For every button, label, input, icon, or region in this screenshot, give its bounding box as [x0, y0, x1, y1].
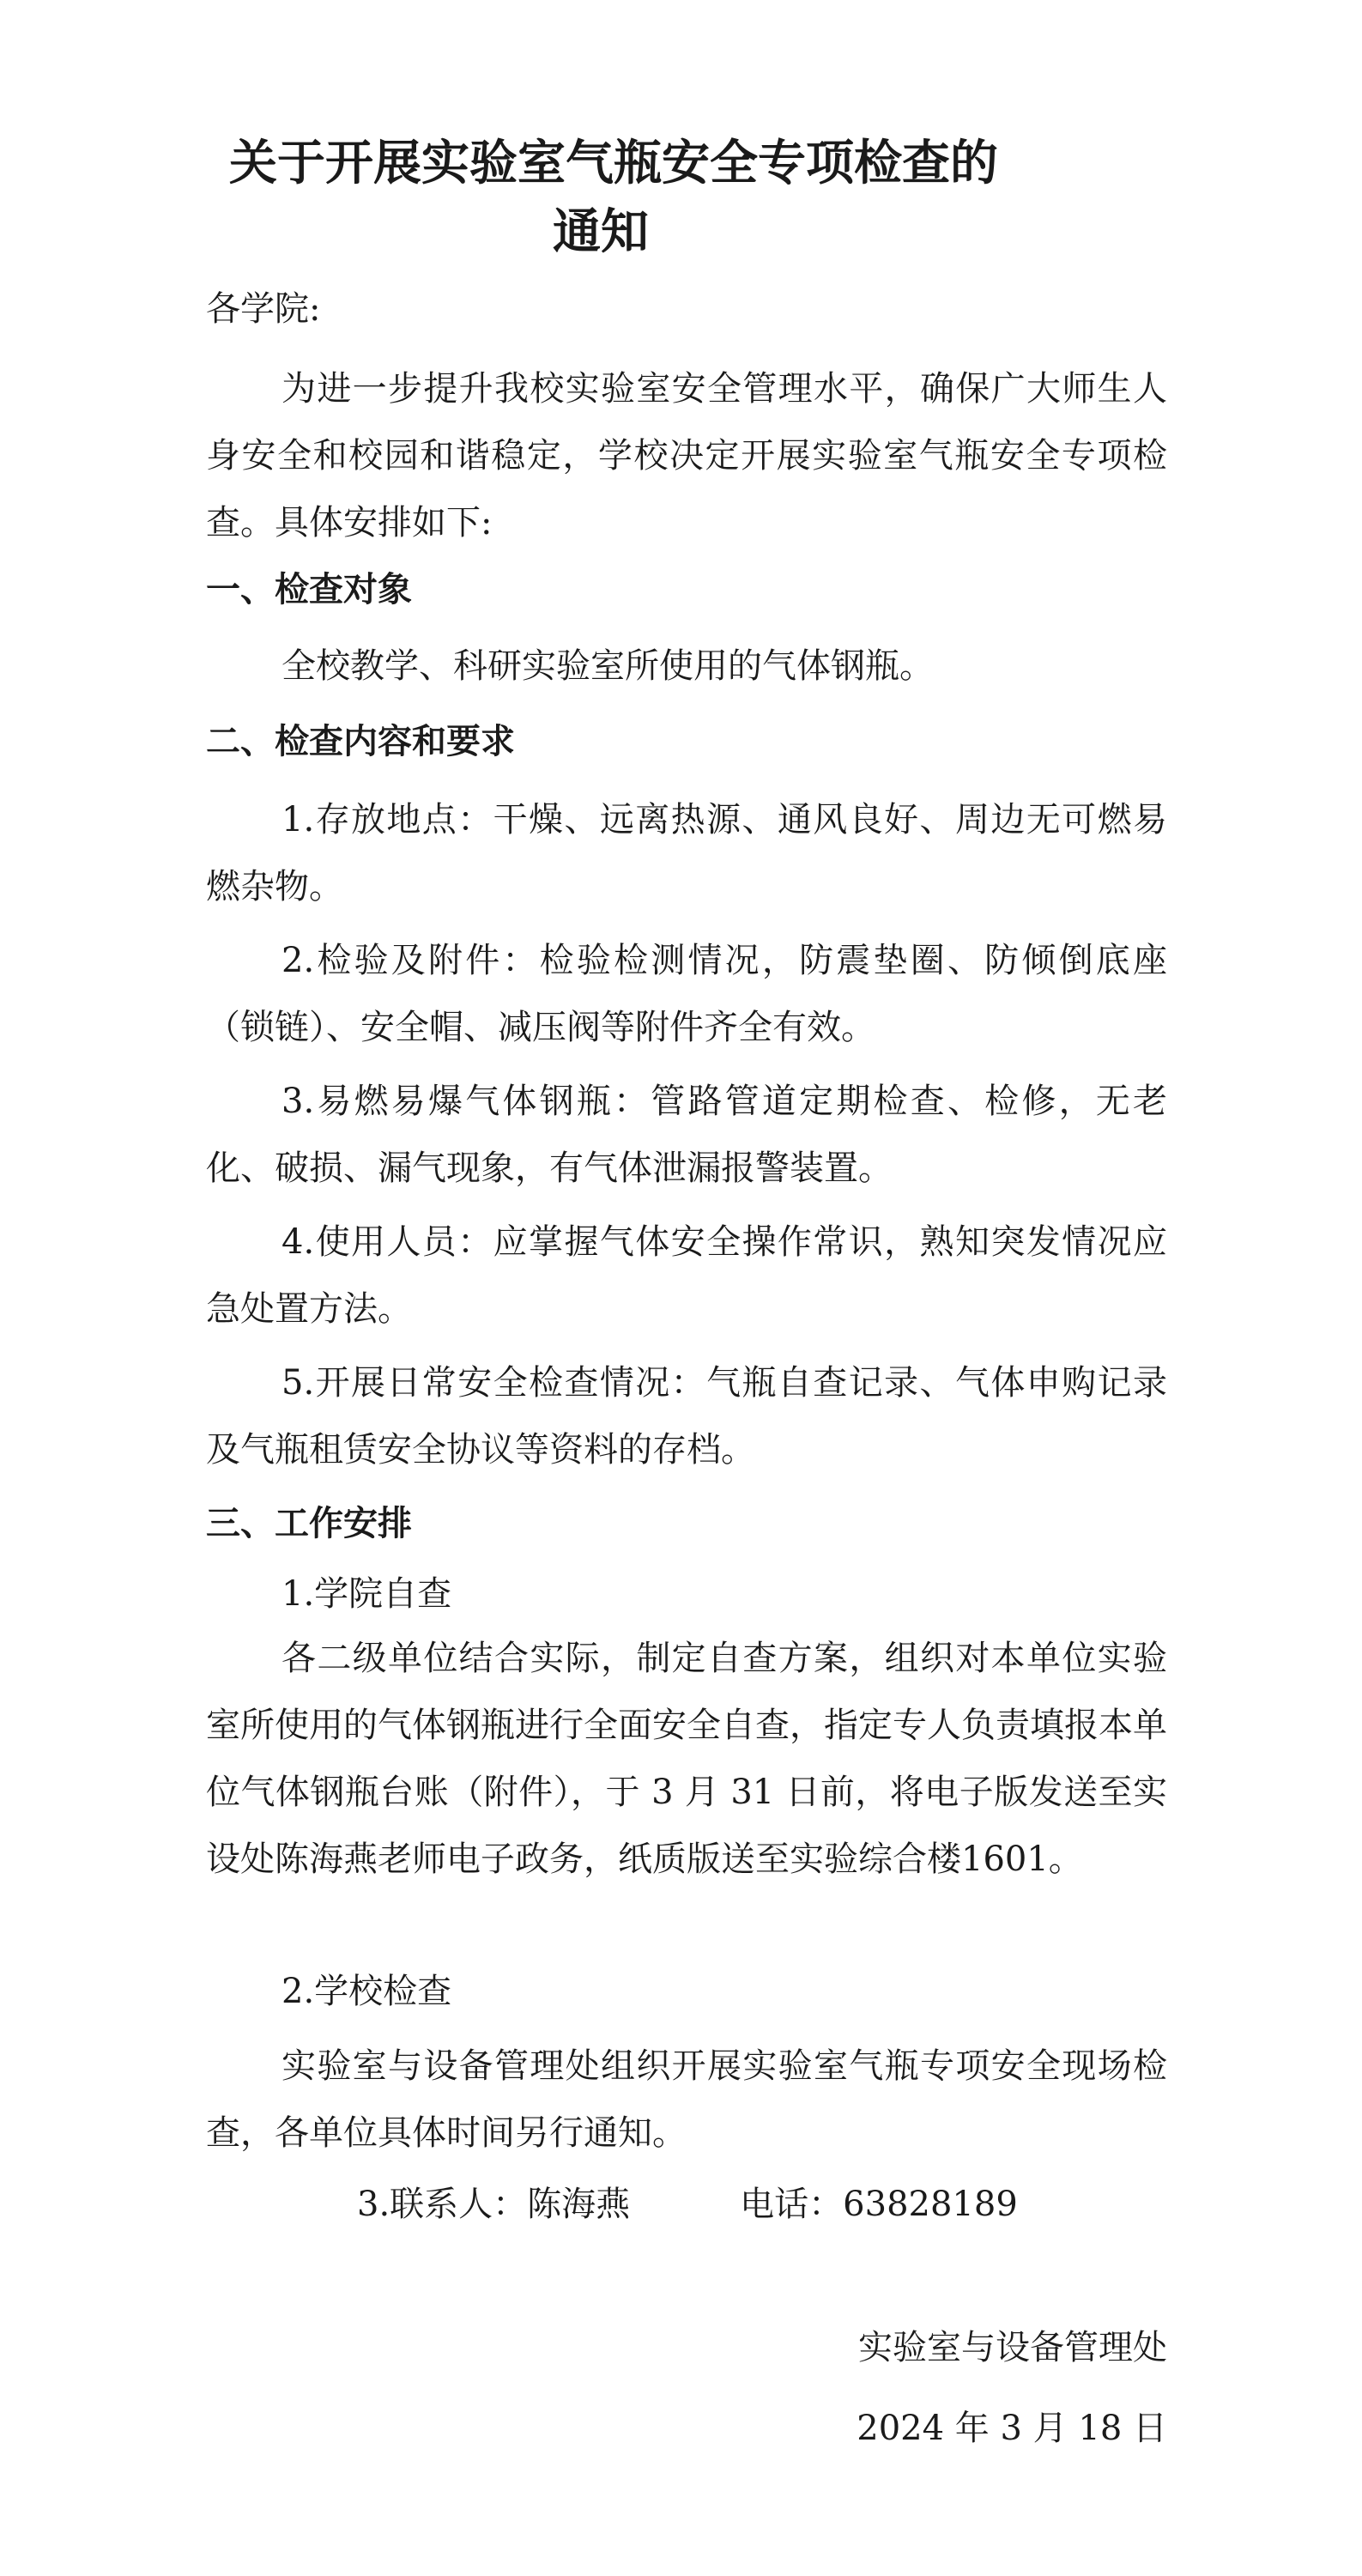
section2-item-3: 3.易燃易爆气体钢瓶：管路管道定期检查、检修，无老化、破损、漏气现象，有气体泄漏报警装置。: [206, 1082, 1167, 1188]
section3-sub1-body: 各二级单位结合实际，制定自查方案，组织对本单位实验室所使用的气体钢瓶进行全面安全自查，指定专人负责填报本单位气体钢瓶台账（附件），于 3 月 31 日前，将电子版发送至实设处陈海燕老师电子政务，纸质版送至实验综合楼1601。: [206, 1639, 1167, 1879]
section3-sub2-title: 2.学校检查: [281, 1972, 452, 2011]
section2-item-5: 5.开展日常安全检查情况：气瓶自查记录、气体申购记录及气瓶租赁安全协议等资料的存档。: [206, 1363, 1167, 1470]
contact-phone: 电话：63828189: [740, 2185, 1018, 2224]
section2-item-4: 4.使用人员：应掌握气体安全操作常识，熟知突发情况应急处置方法。: [206, 1222, 1167, 1329]
section3-sub1-title: 1.学院自查: [281, 1574, 452, 1614]
issuer: 实验室与设备管理处: [858, 2328, 1167, 2367]
section2-heading: 二、检查内容和要求: [206, 722, 515, 761]
issue-date: 2024 年 3 月 18 日: [857, 2409, 1167, 2448]
section2-item-1: 1.存放地点：干燥、远离热源、通风良好、周边无可燃易燃杂物。: [206, 800, 1167, 906]
section2-item-2: 2.检验及附件：检验检测情况，防震垫圈、防倾倒底座（锁链）、安全帽、减压阀等附件齐全有效。: [206, 941, 1167, 1047]
section3-sub2-body: 实验室与设备管理处组织开展实验室气瓶专项安全现场检查，各单位具体时间另行通知。: [206, 2046, 1167, 2153]
contact-line: [206, 2180, 1167, 2228]
section3-heading: 三、工作安排: [206, 1504, 412, 1543]
salutation: 各学院:: [206, 289, 321, 329]
intro-paragraph: 为进一步提升我校实验室安全管理水平，确保广大师生人身安全和校园和谐稳定，学校决定开展实验室气瓶安全专项检查。具体安排如下:: [206, 369, 1167, 542]
section1-heading: 一、检查对象: [206, 570, 412, 609]
document-title-line2: 通知: [553, 203, 649, 260]
document-title-line1: 关于开展实验室气瓶安全专项检查的: [229, 135, 998, 191]
section1-body: 全校教学、科研实验室所使用的气体钢瓶。: [281, 646, 934, 686]
contact-person: 3.联系人：陈海燕: [357, 2185, 631, 2224]
